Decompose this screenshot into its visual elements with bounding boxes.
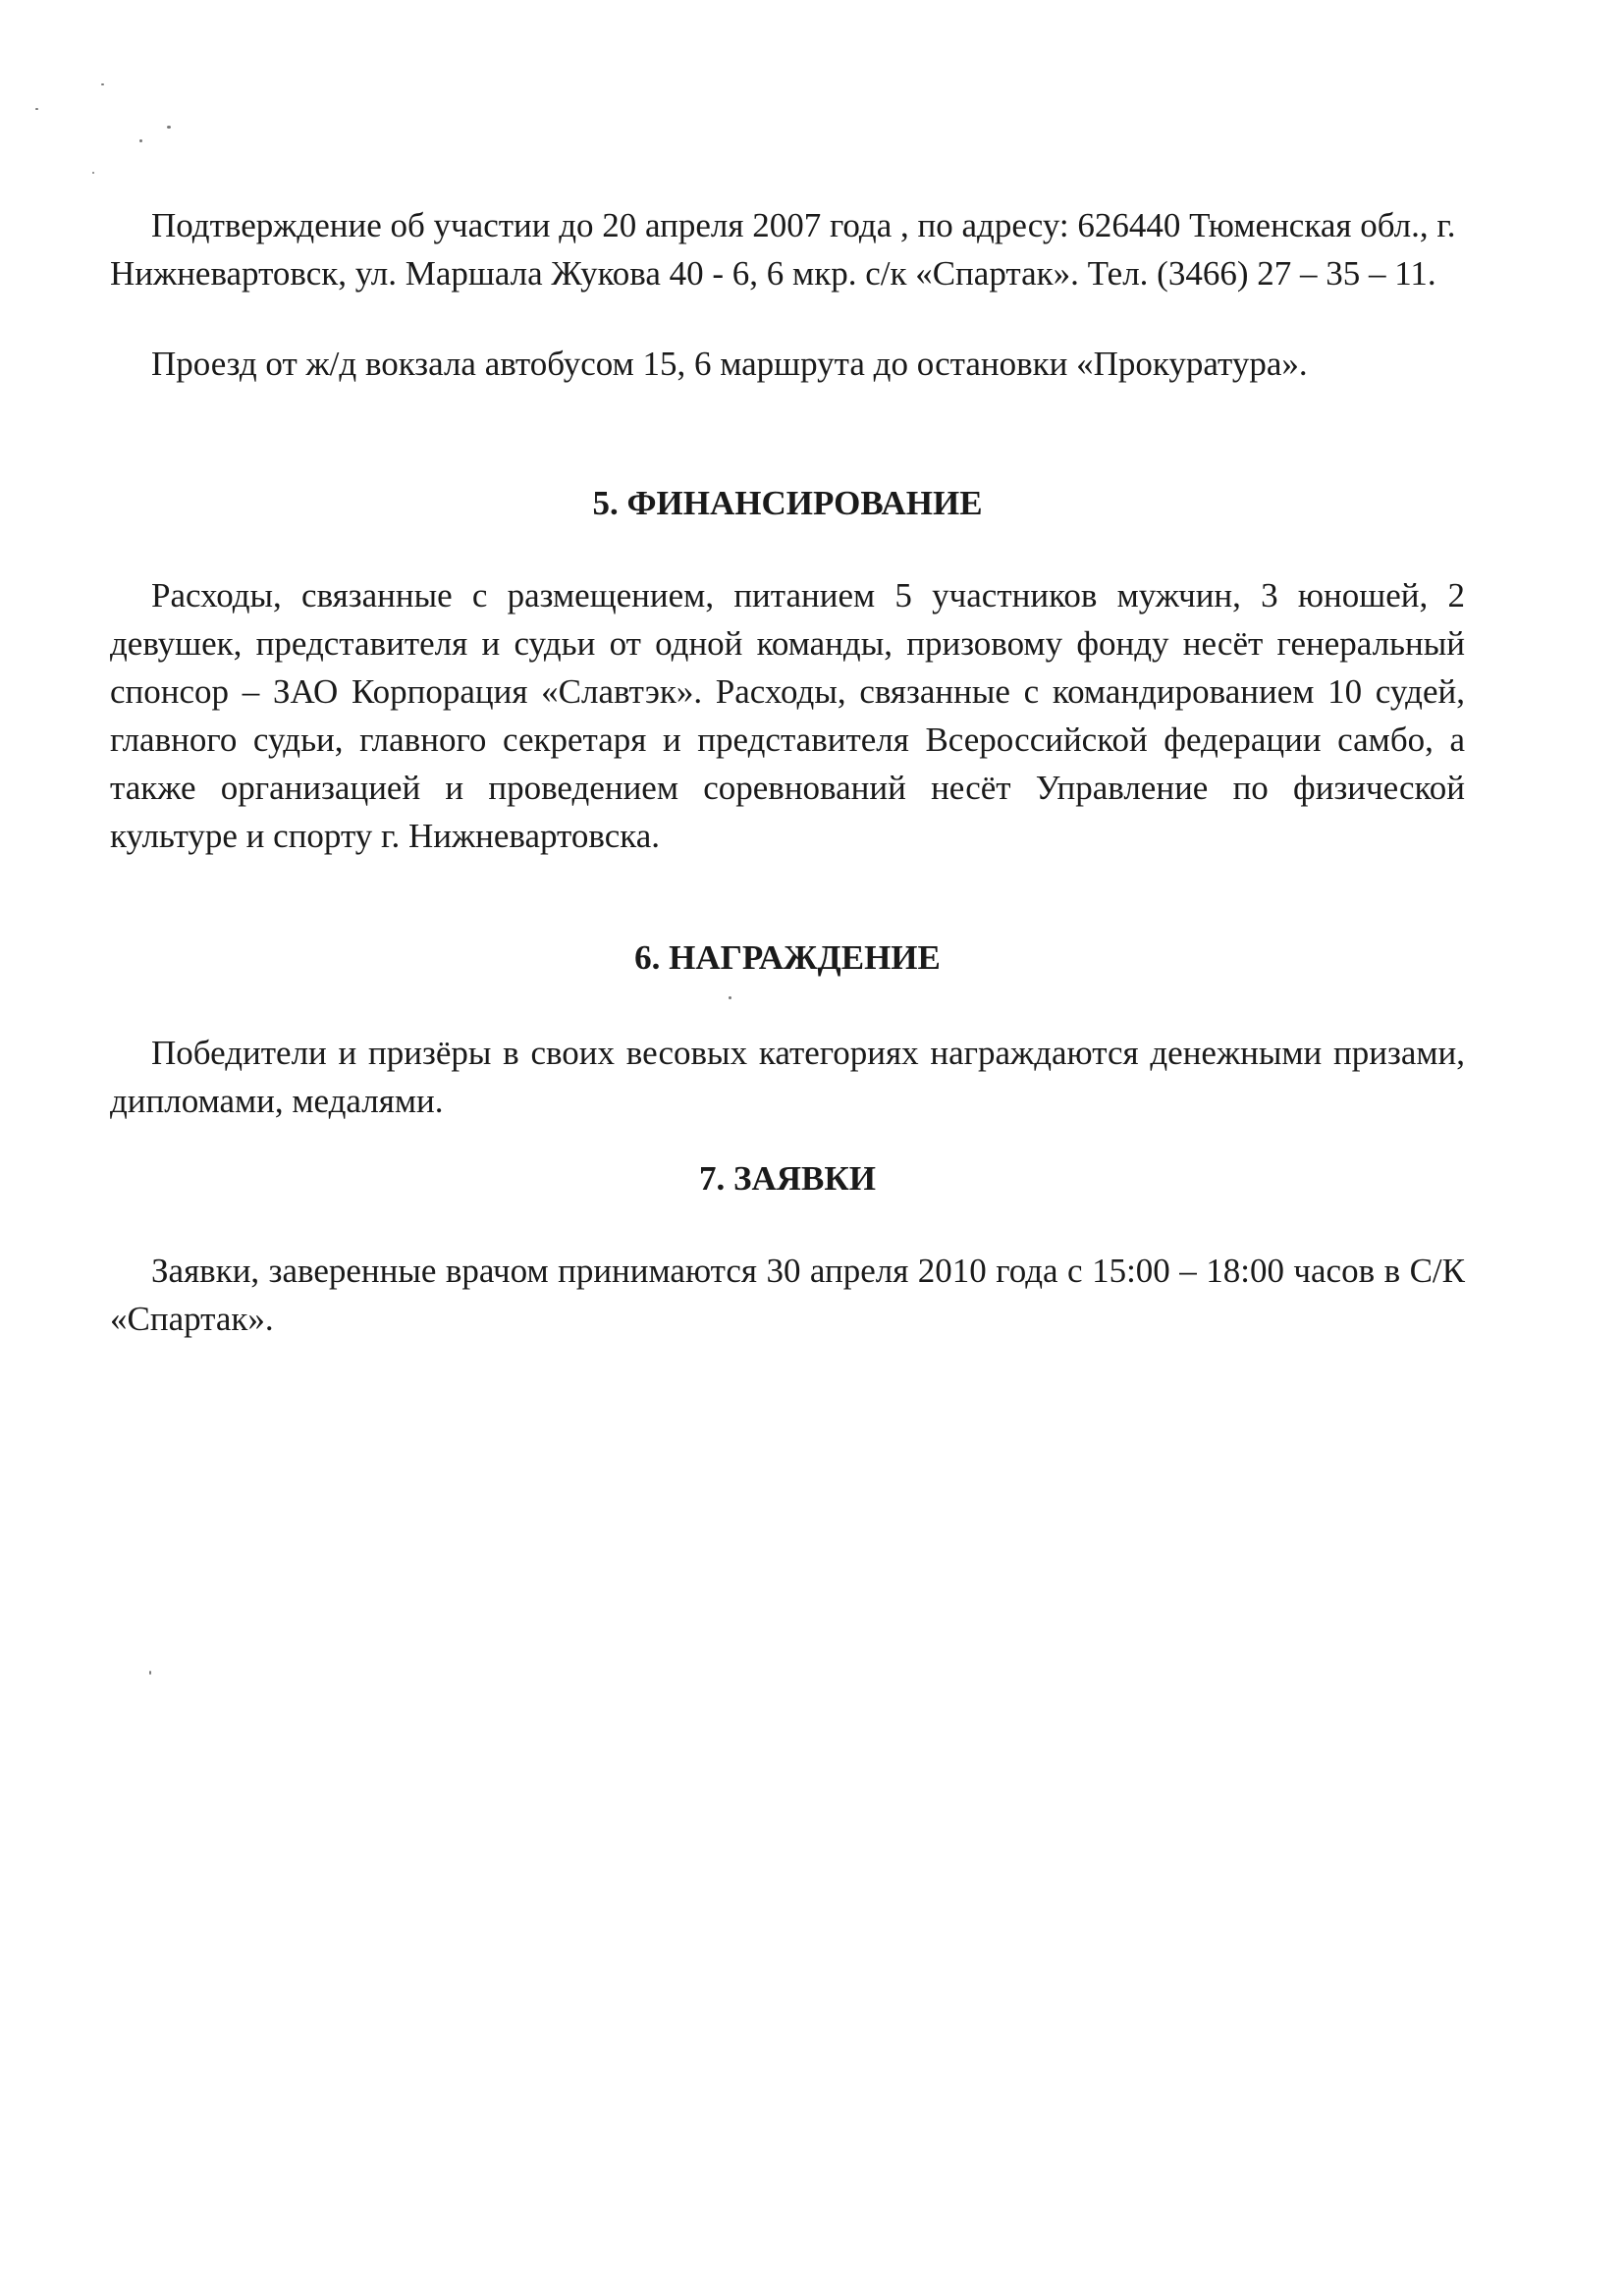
scan-speck bbox=[35, 108, 38, 110]
section-heading-awards: 6. НАГРАЖДЕНИЕ bbox=[634, 938, 941, 977]
scan-speck bbox=[167, 126, 171, 129]
section-heading-financing: 5. ФИНАНСИРОВАНИЕ bbox=[592, 484, 983, 522]
applications-paragraph: Заявки, заверенные врачом принимаются 30 апреля 2010 года с 15:00 – 18:00 часов в С/К «Спартак». bbox=[110, 1252, 1465, 1338]
scan-speck bbox=[139, 139, 142, 142]
travel-paragraph: Проезд от ж/д вокзала автобусом 15, 6 маршрута до остановки «Прокуратура». bbox=[151, 345, 1308, 383]
scan-speck bbox=[101, 83, 104, 85]
scan-speck bbox=[92, 172, 94, 174]
scan-speck bbox=[149, 1671, 151, 1675]
confirmation-paragraph: Подтверждение об участии до 20 апреля 2007 года , по адресу: 626440 Тюменская обл., г. Нижневартовск, ул. Маршала Жукова 40 - 6, 6 мкр. с/к «Спартак». Тел. (3466) 27 – 35 – 11. bbox=[110, 206, 1456, 293]
document-body bbox=[110, 201, 1465, 1343]
awards-paragraph: Победители и призёры в своих весовых категориях награждаются денежными призами, дипломами, медалями. bbox=[110, 1034, 1465, 1120]
financing-paragraph: Расходы, связанные с размещением, питанием 5 участников мужчин, 3 юношей, 2 девушек, представителя и судьи от одной команды, призовому фонду несёт генеральный спонсор – ЗАО Корпорация «Славтэк». Расходы, связанные с командированием 10 судей, главного судьи, главного секретаря и представителя Всероссийской федерации самбо, а также организацией и проведением соревнований несёт Управление по физической культуре и спорту г. Нижневартовска. bbox=[110, 576, 1465, 855]
section-heading-applications: 7. ЗАЯВКИ bbox=[699, 1159, 876, 1198]
